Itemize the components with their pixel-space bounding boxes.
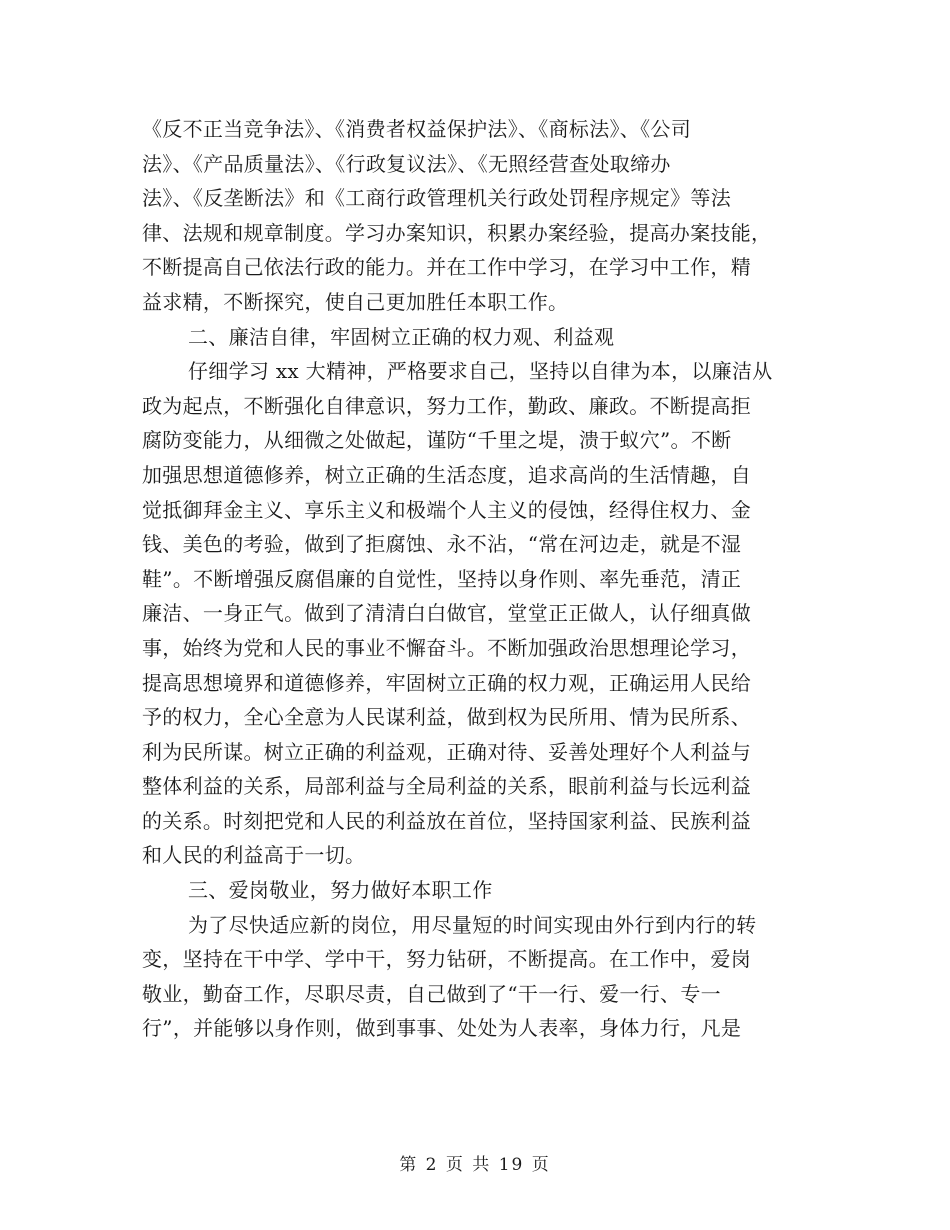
text-line: 不断提高自己依法行政的能力。并在工作中学习，在学习中工作，精 bbox=[142, 255, 751, 280]
text-line: 为了尽快适应新的岗位，用尽量短的时间实现由外行到内行的转 bbox=[188, 912, 757, 937]
text-line: 变，坚持在干中学、学中干，努力钻研，不断提高。在工作中，爱岗 bbox=[142, 947, 751, 972]
text-line: 钱、美色的考验，做到了拒腐蚀、永不沾，“常在河边走，就是不湿 bbox=[142, 532, 742, 557]
text-line: 法》、《产品质量法》、《行政复议法》、《无照经营查处取缔办 bbox=[142, 151, 671, 176]
text-line: 律、法规和规章制度。学习办案知识，积累办案经验，提高办案技能， bbox=[142, 220, 772, 245]
text-line: 政为起点，不断强化自律意识，努力工作，勤政、廉政。不断提高拒 bbox=[142, 393, 751, 418]
text-line: 整体利益的关系，局部利益与全局利益的关系，眼前利益与长远利益 bbox=[142, 774, 751, 799]
text-line: 予的权力，全心全意为人民谋利益，做到权为民所用、情为民所系、 bbox=[142, 705, 751, 730]
page-number-footer: 第 2 页 共 19 页 bbox=[399, 1155, 551, 1175]
text-line: 加强思想道德修养，树立正确的生活态度，追求高尚的生活情趣，自 bbox=[142, 462, 751, 487]
text-line: 《反不正当竞争法》、《消费者权益保护法》、《商标法》、《公司 bbox=[142, 117, 691, 141]
text-line: 三、爱岗敬业，努力做好本职工作 bbox=[188, 878, 493, 903]
text-line: 仔细学习 xx 大精神，严格要求自己，坚持以自律为本，以廉洁从 bbox=[188, 359, 773, 384]
text-line: 廉洁、一身正气。做到了清清白白做官，堂堂正正做人，认仔细真做 bbox=[142, 601, 751, 626]
text-line: 益求精，不断探究，使自己更加胜任本职工作。 bbox=[142, 289, 569, 314]
text-line: 鞋”。不断增强反腐倡廉的自觉性，坚持以身作则、率先垂范，清正 bbox=[142, 566, 742, 591]
text-line: 和人民的利益高于一切。 bbox=[142, 843, 366, 868]
text-line: 事，始终为党和人民的事业不懈奋斗。不断加强政治思想理论学习， bbox=[142, 635, 751, 660]
text-line: 二、廉洁自律，牢固树立正确的权力观、利益观 bbox=[188, 324, 615, 349]
text-line: 法》、《反垄断法》和《工商行政管理机关行政处罚程序规定》等法 bbox=[142, 186, 731, 211]
text-line: 腐防变能力，从细微之处做起，谨防“千里之堤，溃于蚁穴”。不断 bbox=[142, 428, 732, 453]
document-body bbox=[142, 112, 808, 1046]
text-line: 觉抵御拜金主义、享乐主义和极端个人主义的侵蚀，经得住权力、金 bbox=[142, 497, 751, 522]
text-line: 的关系。时刻把党和人民的利益放在首位，坚持国家利益、民族利益 bbox=[142, 808, 751, 833]
text-line: 提高思想境界和道德修养，牢固树立正确的权力观，正确运用人民给 bbox=[142, 670, 751, 695]
text-line: 行”，并能够以身作则，做到事事、处处为人表率，身体力行，凡是 bbox=[142, 1016, 742, 1041]
text-line: 敬业，勤奋工作，尽职尽责，自己做到了“干一行、爱一行、专一 bbox=[142, 981, 721, 1006]
text-line: 利为民所谋。树立正确的利益观，正确对待、妥善处理好个人利益与 bbox=[142, 739, 751, 764]
